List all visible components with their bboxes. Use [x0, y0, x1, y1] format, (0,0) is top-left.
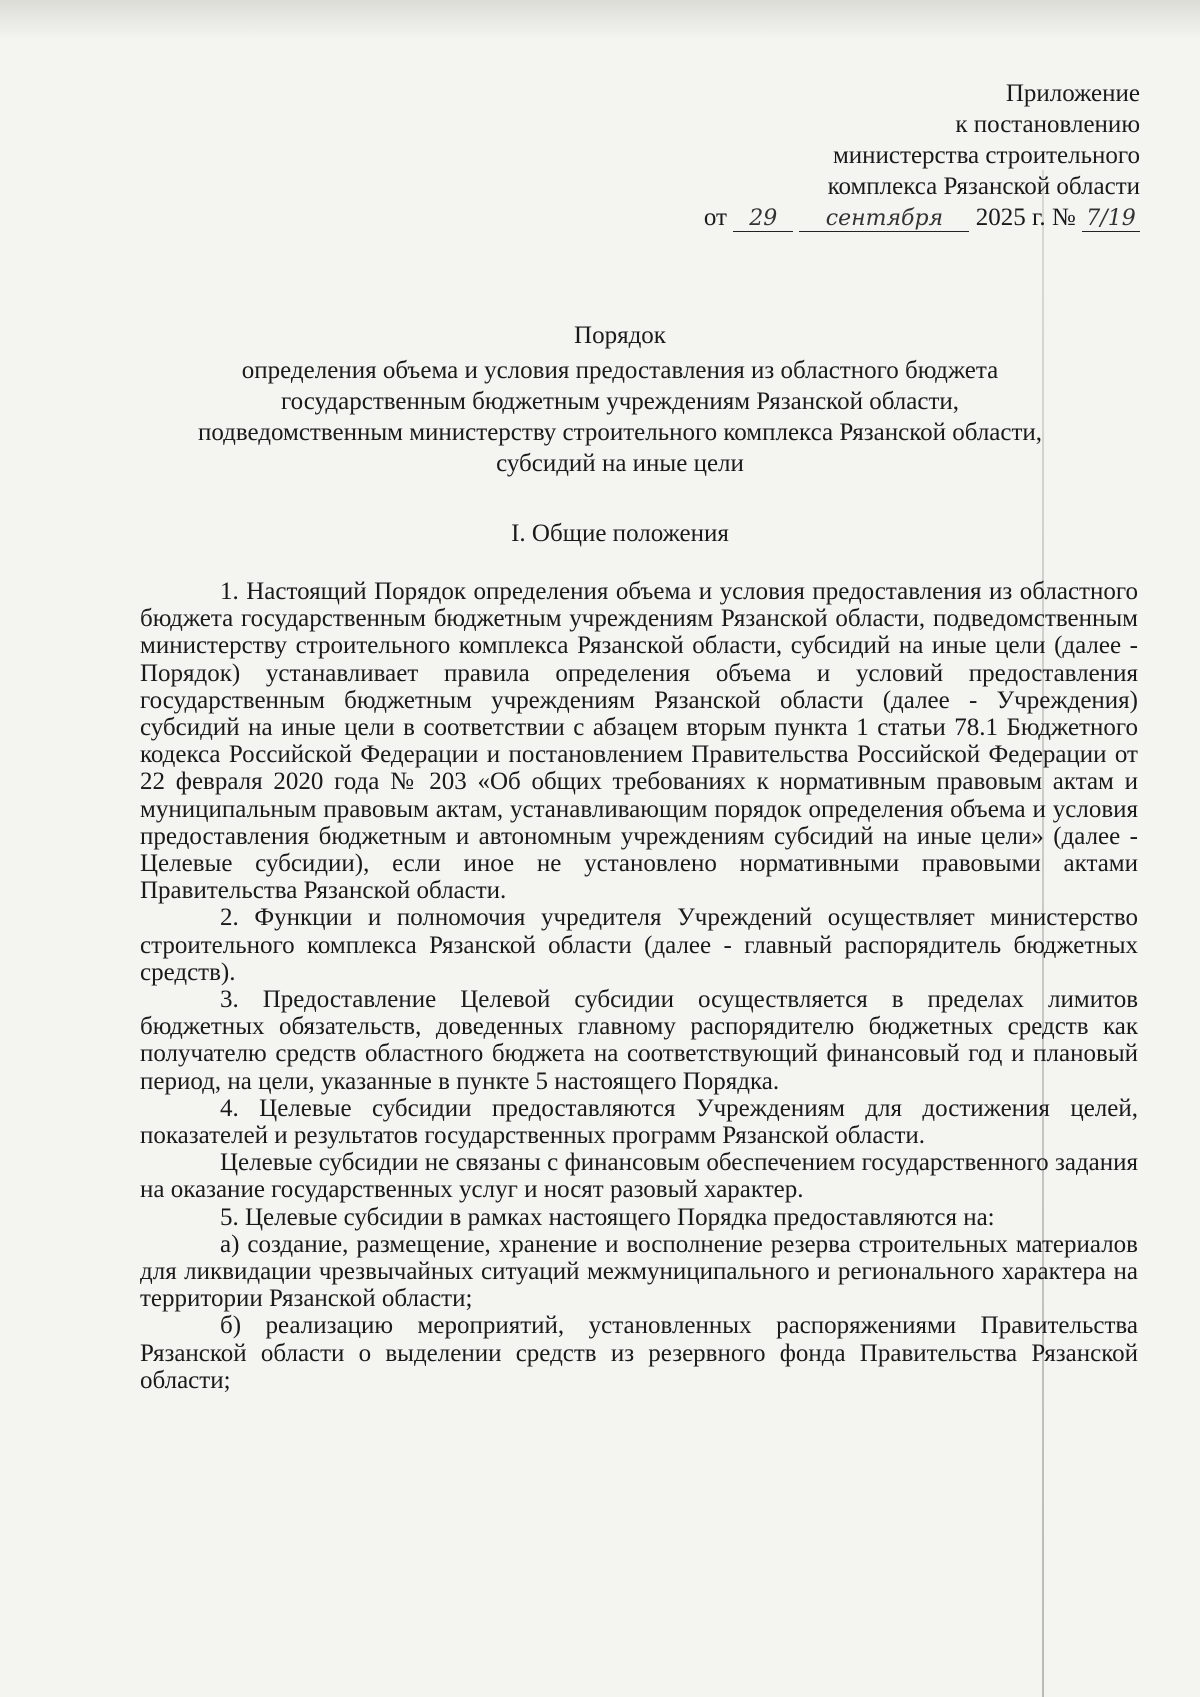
title-line: субсидий на иные цели [496, 450, 744, 477]
appendix-line: к постановлению [955, 111, 1140, 138]
scan-top-shadow [0, 0, 1200, 40]
title-line: определения объема и условия предоставления из областного бюджета [241, 357, 999, 384]
handwritten-number: 7/19 [1082, 207, 1140, 232]
date-prefix: от [703, 204, 727, 231]
paragraph: Целевые субсидии не связаны с финансовым обеспечением государственного задания на оказание государственных услуг и носят разовый характер. [140, 1149, 1138, 1204]
paragraph: 4. Целевые субсидии предоставляются Учреждениям для достижения целей, показателей и результатов государственных программ Рязанской области. [140, 1094, 1138, 1150]
title-heading: Порядок [574, 322, 666, 349]
paragraph: б) реализацию мероприятий, установленных распоряжениями Правительства Рязанской области о выделении средств из резервного фонда Правительства Рязанской области; [140, 1312, 1138, 1394]
appendix-line: комплекса Рязанской области [827, 173, 1140, 200]
appendix-date-line [704, 202, 1140, 233]
paragraph: 1. Настоящий Порядок определения объема и условия предоставления из областного бюджета государственным бюджетным учреждениям Рязанской области, подведомственным министерству строительного комплекса Рязанской области, субсидий на иные цели (далее - Порядок) устанавливает правила определения объема и условий предоставления государственным бюджетным учреждениям Рязанской области (далее - Учреждения) субсидий на иные цели в соответствии с абзацем вторым пункта 1 статьи 78.1 Бюджетного кодекса Российской Федерации и постановлением Правительства Российской Федерации от 22 февраля 2020 года № 203 «Об общих требованиях к нормативным правовым актам и муниципальным правовым актам, устанавливающим порядок определения объема и условия предоставления бюджетным и автономным учреждениям субсидий на иные цели» (далее - Целевые субсидии), если иное не установлено нормативными правовыми актами Правительства Рязанской области. [140, 578, 1138, 905]
handwritten-day: 29 [733, 207, 793, 232]
document-title [120, 320, 1120, 479]
appendix-line: министерства строительного [832, 142, 1140, 169]
document-body [140, 578, 1138, 1394]
appendix-line: Приложение [1005, 80, 1140, 107]
title-line: подведомственным министерству строительного комплекса Рязанской области, [197, 419, 1043, 446]
appendix-block [704, 78, 1140, 233]
handwritten-month: сентября [799, 207, 969, 232]
section-heading: I. Общие положения [511, 520, 729, 547]
title-line: государственным бюджетным учреждениям Рязанской области, [280, 388, 960, 415]
paragraph: 3. Предоставление Целевой субсидии осуществляется в пределах лимитов бюджетных обязательств, доведенных главному распорядителю бюджетных средств как получателю средств областного бюджета на соответствующий финансовый год и плановый период, на цели, указанные в пункте 5 настоящего Порядка. [140, 986, 1138, 1095]
paragraph: 5. Целевые субсидии в рамках настоящего Порядка предоставляются на: [220, 1203, 995, 1231]
paragraph: а) создание, размещение, хранение и восполнение резерва строительных материалов для ликвидации чрезвычайных ситуаций межмуниципального и регионального характера на территории Рязанской области; [140, 1230, 1138, 1313]
date-year: 2025 г. № [975, 204, 1076, 231]
paragraph: 2. Функции и полномочия учредителя Учреждений осуществляет министерство строительного комплекса Рязанской области (далее - главный распорядитель бюджетных средств). [140, 904, 1138, 986]
